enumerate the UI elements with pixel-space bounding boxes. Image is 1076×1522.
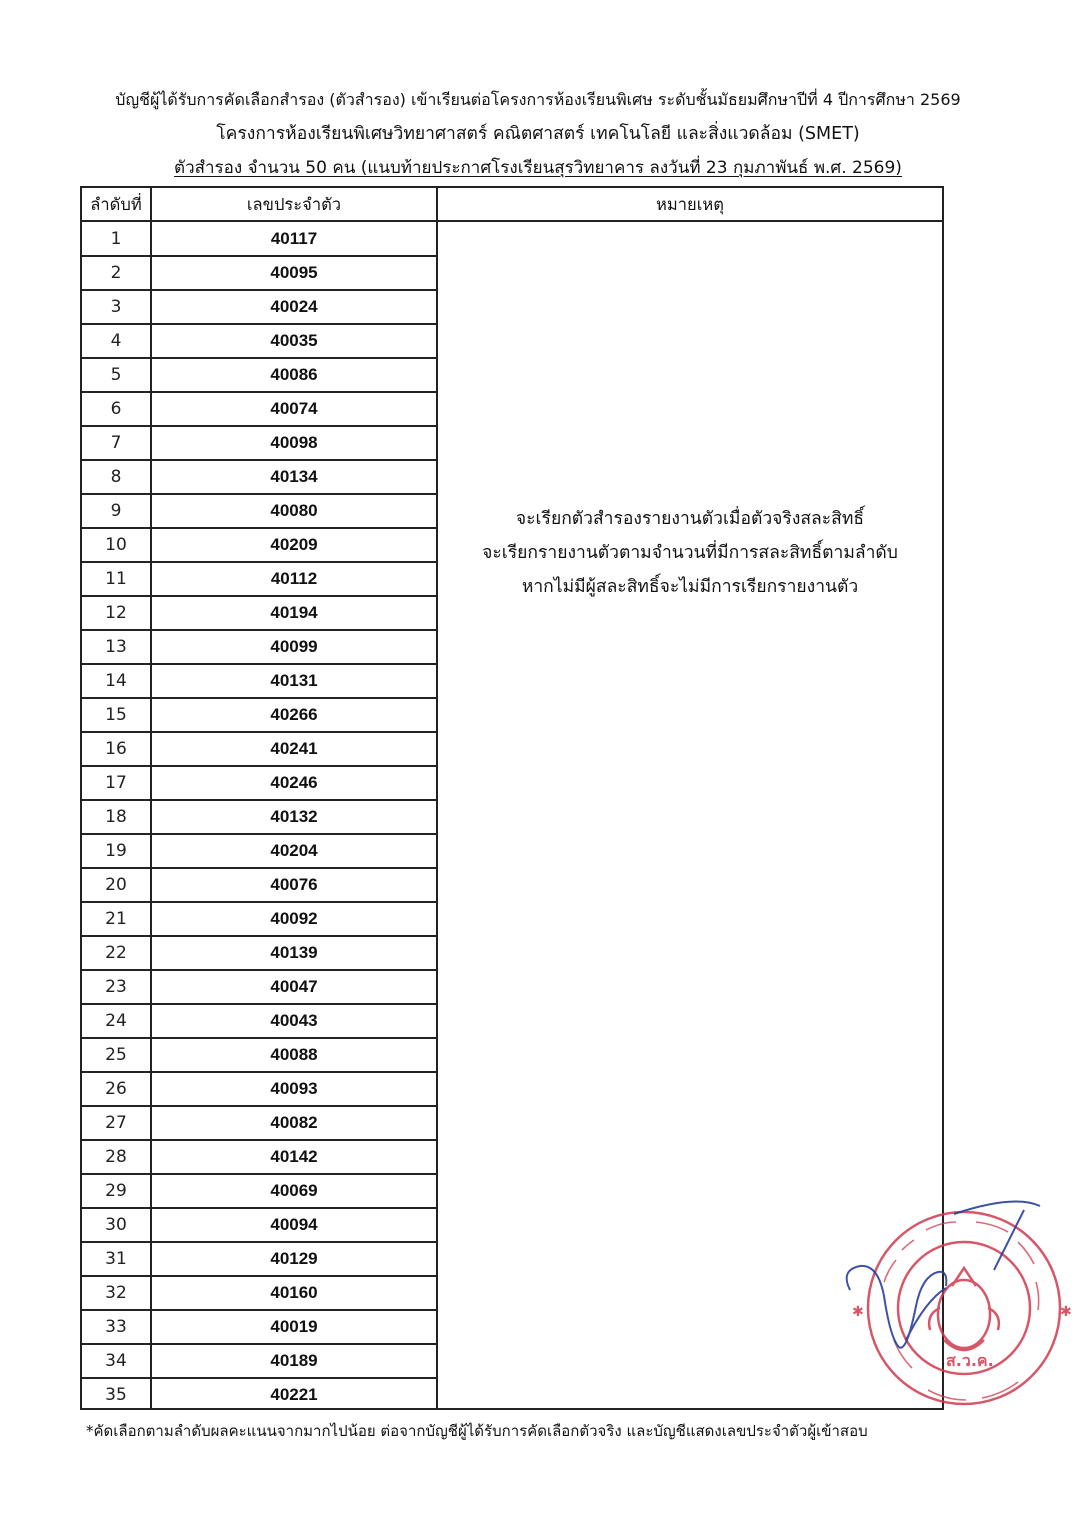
- row-order-number: 33: [105, 1317, 127, 1337]
- row-student-id: 40241: [270, 739, 318, 758]
- row-student-id: 40080: [270, 501, 318, 520]
- row-student-id: 40112: [270, 569, 318, 588]
- row-order-number: 27: [105, 1113, 127, 1133]
- row-order-number: 13: [105, 637, 127, 657]
- row-student-id: 40134: [270, 467, 318, 486]
- row-student-id: 40139: [270, 943, 318, 962]
- row-student-id: 40095: [270, 263, 318, 282]
- row-order-number: 29: [105, 1181, 127, 1201]
- school-seal-stamp: [836, 1190, 1076, 1430]
- row-student-id: 40035: [270, 331, 318, 350]
- row-student-id: 40246: [270, 773, 318, 792]
- row-student-id: 40098: [270, 433, 318, 452]
- row-student-id: 40082: [270, 1113, 318, 1132]
- row-order-number: 4: [110, 331, 122, 351]
- title-line-3: ตัวสำรอง จำนวน 50 คน (แนบท้ายประกาศโรงเรียนสุรวิทยาคาร ลงวันที่ 23 กุมภาพันธ์ พ.ศ. 2569): [174, 158, 902, 178]
- row-student-id: 40221: [270, 1385, 318, 1404]
- row-order-number: 20: [105, 875, 127, 895]
- row-order-number: 23: [105, 977, 127, 997]
- row-order-number: 1: [110, 229, 122, 249]
- remark-line: จะเรียกรายงานตัวตามจำนวนที่มีการสละสิทธิ์ตามลำดับ: [482, 543, 898, 563]
- row-order-number: 22: [105, 943, 127, 963]
- svg-text:✱: ✱: [1060, 1304, 1072, 1320]
- row-order-number: 11: [105, 569, 127, 589]
- row-student-id: 40160: [270, 1283, 318, 1302]
- header-student-id: เลขประจำตัว: [246, 195, 342, 214]
- row-student-id: 40094: [270, 1215, 318, 1234]
- row-order-number: 19: [105, 841, 127, 861]
- row-order-number: 28: [105, 1147, 127, 1167]
- remark-line: จะเรียกตัวสำรองรายงานตัวเมื่อตัวจริงสละสิทธิ์: [515, 509, 865, 529]
- svg-text:ส.ว.ค.: ส.ว.ค.: [946, 1351, 994, 1370]
- footnote: *คัดเลือกตามลำดับผลคะแนนจากมากไปน้อย ต่อจากบัญชีผู้ได้รับการคัดเลือกตัวจริง และบัญชีแสดงเลขประจำตัวผู้เข้าสอบ: [86, 1422, 868, 1440]
- row-order-number: 3: [110, 297, 122, 317]
- row-order-number: 8: [110, 467, 122, 487]
- row-student-id: 40117: [270, 229, 318, 248]
- row-order-number: 18: [105, 807, 127, 827]
- row-order-number: 15: [105, 705, 127, 725]
- row-order-number: 6: [110, 399, 122, 419]
- row-student-id: 40099: [270, 637, 318, 656]
- row-student-id: 40194: [270, 603, 318, 622]
- remarks-text: [438, 502, 942, 604]
- row-order-number: 12: [105, 603, 127, 623]
- row-order-number: 2: [110, 263, 122, 283]
- header-remarks: หมายเหตุ: [656, 195, 724, 214]
- row-order-number: 34: [105, 1351, 127, 1371]
- remark-line: หากไม่มีผู้สละสิทธิ์จะไม่มีการเรียกรายงานตัว: [521, 577, 859, 597]
- row-order-number: 31: [105, 1249, 127, 1269]
- row-order-number: 17: [105, 773, 127, 793]
- row-student-id: 40132: [270, 807, 318, 826]
- row-student-id: 40209: [270, 535, 318, 554]
- row-order-number: 32: [105, 1283, 127, 1303]
- row-student-id: 40131: [270, 671, 318, 690]
- row-order-number: 25: [105, 1045, 127, 1065]
- row-student-id: 40129: [270, 1249, 318, 1268]
- row-order-number: 21: [105, 909, 127, 929]
- row-student-id: 40189: [270, 1351, 318, 1370]
- row-student-id: 40204: [270, 841, 318, 860]
- row-student-id: 40093: [270, 1079, 318, 1098]
- row-student-id: 40047: [270, 977, 318, 996]
- row-student-id: 40266: [270, 705, 318, 724]
- row-student-id: 40088: [270, 1045, 318, 1064]
- row-order-number: 24: [105, 1011, 127, 1031]
- row-student-id: 40092: [270, 909, 318, 928]
- svg-text:✱: ✱: [852, 1304, 864, 1320]
- row-order-number: 10: [105, 535, 127, 555]
- header-order: ลำดับที่: [90, 195, 142, 214]
- row-student-id: 40043: [270, 1011, 318, 1030]
- row-order-number: 14: [105, 671, 127, 691]
- row-student-id: 40142: [270, 1147, 318, 1166]
- row-order-number: 16: [105, 739, 127, 759]
- row-student-id: 40024: [270, 297, 318, 316]
- row-order-number: 26: [105, 1079, 127, 1099]
- row-student-id: 40074: [270, 399, 318, 418]
- row-order-number: 30: [105, 1215, 127, 1235]
- row-student-id: 40086: [270, 365, 318, 384]
- row-order-number: 5: [110, 365, 122, 385]
- title-line-1: บัญชีผู้ได้รับการคัดเลือกสำรอง (ตัวสำรอง) เข้าเรียนต่อโครงการห้องเรียนพิเศษ ระดับชั้นมัธยมศึกษาปีที่ 4 ปีการศึกษา 2569: [115, 90, 961, 109]
- row-student-id: 40019: [270, 1317, 318, 1336]
- row-order-number: 35: [105, 1385, 127, 1405]
- school-seal-icon: [836, 1190, 1076, 1430]
- row-student-id: 40069: [270, 1181, 318, 1200]
- row-student-id: 40076: [270, 875, 318, 894]
- column-divider: [436, 188, 438, 1408]
- title-line-2: โครงการห้องเรียนพิเศษวิทยาศาสตร์ คณิตศาสตร์ เทคโนโลยี และสิ่งแวดล้อม (SMET): [216, 124, 860, 144]
- row-order-number: 9: [110, 501, 122, 521]
- row-order-number: 7: [110, 433, 122, 453]
- reserve-list-table: [80, 186, 944, 1410]
